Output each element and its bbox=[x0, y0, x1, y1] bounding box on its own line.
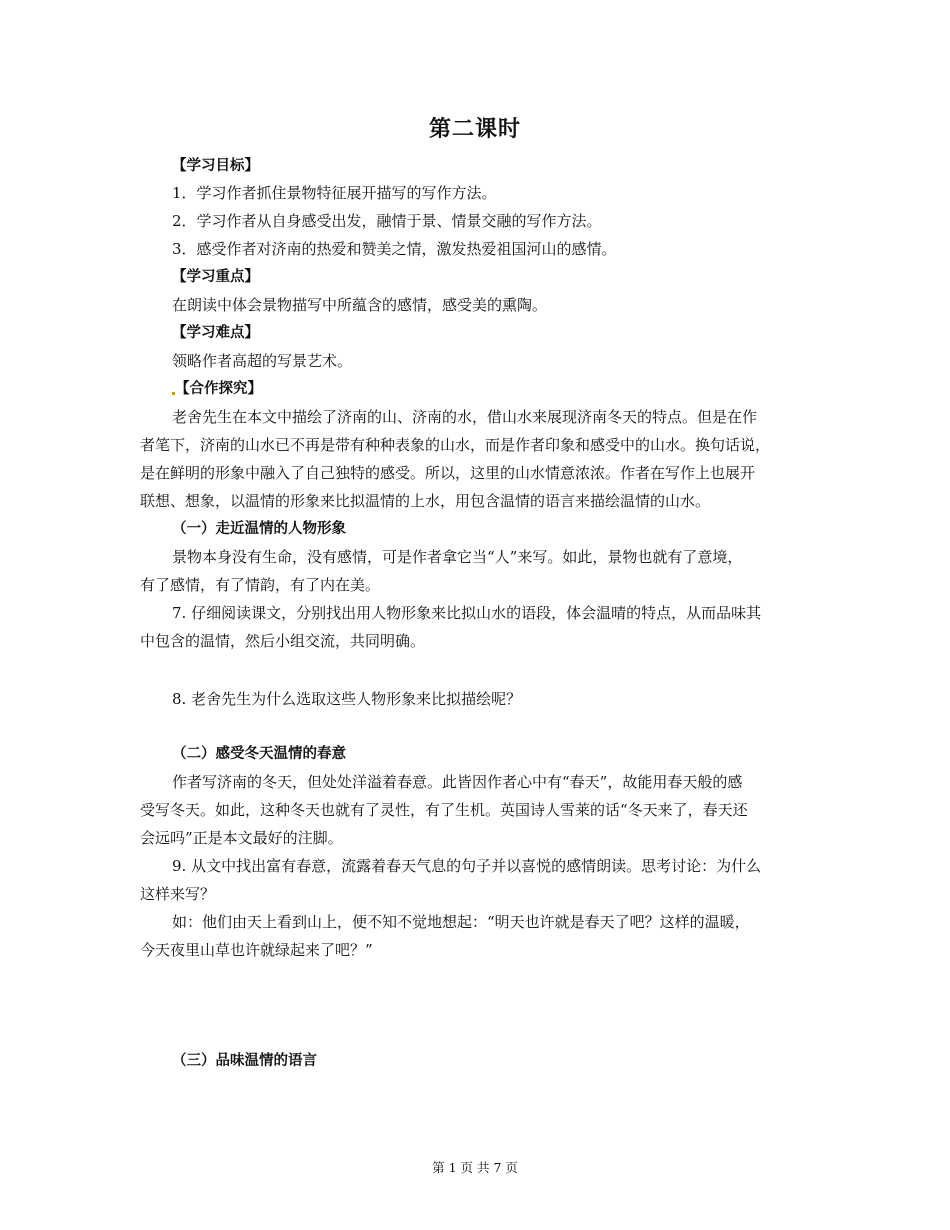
question-9-line: 这样来写？ bbox=[140, 885, 216, 903]
question-7-line: 中包含的温情，然后小组交流，共同明确。 bbox=[140, 632, 426, 650]
focus-heading: 【学习重点】 bbox=[172, 269, 259, 285]
part2-heading: （二）感受冬天温情的春意 bbox=[172, 746, 346, 762]
part1-paragraph-line: 有了感情，有了情韵，有了内在美。 bbox=[140, 576, 381, 594]
explore-paragraph-line: 联想、想象，以温情的形象来比拟温情的上水，用包含温情的语言来描绘温情的山水。 bbox=[140, 492, 711, 510]
question-7-line: 7. 仔细阅读课文，分别找出用人物形象来比拟山水的语段，体会温晴的特点，从而品味其 bbox=[172, 604, 762, 622]
page-footer: 第 1 页 共 7 页 bbox=[432, 1160, 518, 1175]
example-line: 今天夜里山草也许就绿起来了吧？” bbox=[140, 941, 373, 959]
page-title: 第二课时 bbox=[428, 117, 521, 142]
explore-paragraph-line: 是在鲜明的形象中融入了自己独特的感受。所以，这里的山水情意浓浓。作者在写作上也展开 bbox=[140, 464, 756, 482]
objective-item: 3．感受作者对济南的热爱和赞美之情，激发热爱祖国河山的感情。 bbox=[172, 240, 617, 258]
objectives-heading: 【学习目标】 bbox=[172, 158, 259, 174]
part2-paragraph-line: 受写冬天。如此，这种冬天也就有了灵性，有了生机。英国诗人雪莱的话“冬天来了，春天还 bbox=[140, 801, 748, 819]
objective-item: 1．学习作者抓住景物特征展开描写的写作方法。 bbox=[172, 184, 497, 202]
part2-paragraph-line: 作者写济南的冬天，但处处洋溢着春意。此皆因作者心中有“春天”，故能用春天般的感 bbox=[172, 773, 743, 791]
explore-paragraph-line: 老舍先生在本文中描绘了济南的山、济南的水，借山水来展现济南冬天的特点。但是在作 bbox=[172, 408, 758, 426]
objective-item: 2．学习作者从自身感受出发，融情于景、情景交融的写作方法。 bbox=[172, 212, 602, 230]
question-8: 8. 老舍先生为什么选取这些人物形象来比拟描绘呢？ bbox=[172, 690, 522, 708]
focus-text: 在朗读中体会景物描写中所蕴含的感情，感受美的熏陶。 bbox=[172, 296, 548, 314]
part2-paragraph-line: 会远吗”正是本文最好的注脚。 bbox=[140, 829, 343, 847]
difficulty-heading: 【学习难点】 bbox=[172, 325, 259, 341]
part1-paragraph-line: 景物本身没有生命，没有感情，可是作者拿它当“人”来写。如此，景物也就有了意境， bbox=[172, 548, 743, 566]
example-line: 如：他们由天上看到山上，便不知不觉地想起：“明天也许就是春天了吧？这样的温暖， bbox=[172, 913, 750, 931]
part1-heading: （一）走近温情的人物形象 bbox=[172, 521, 346, 537]
question-9-line: 9. 从文中找出富有春意，流露着春天气息的句子并以喜悦的感情朗读。思考讨论：为什么 bbox=[172, 857, 762, 875]
part3-heading: （三）品味温情的语言 bbox=[172, 1053, 317, 1069]
explore-paragraph-line: 者笔下，济南的山水已不再是带有种种表象的山水，而是作者印象和感受中的山水。换句话说， bbox=[140, 436, 771, 454]
difficulty-text: 领略作者高超的写景艺术。 bbox=[172, 352, 353, 370]
explore-heading: 【合作探究】 bbox=[172, 379, 262, 399]
